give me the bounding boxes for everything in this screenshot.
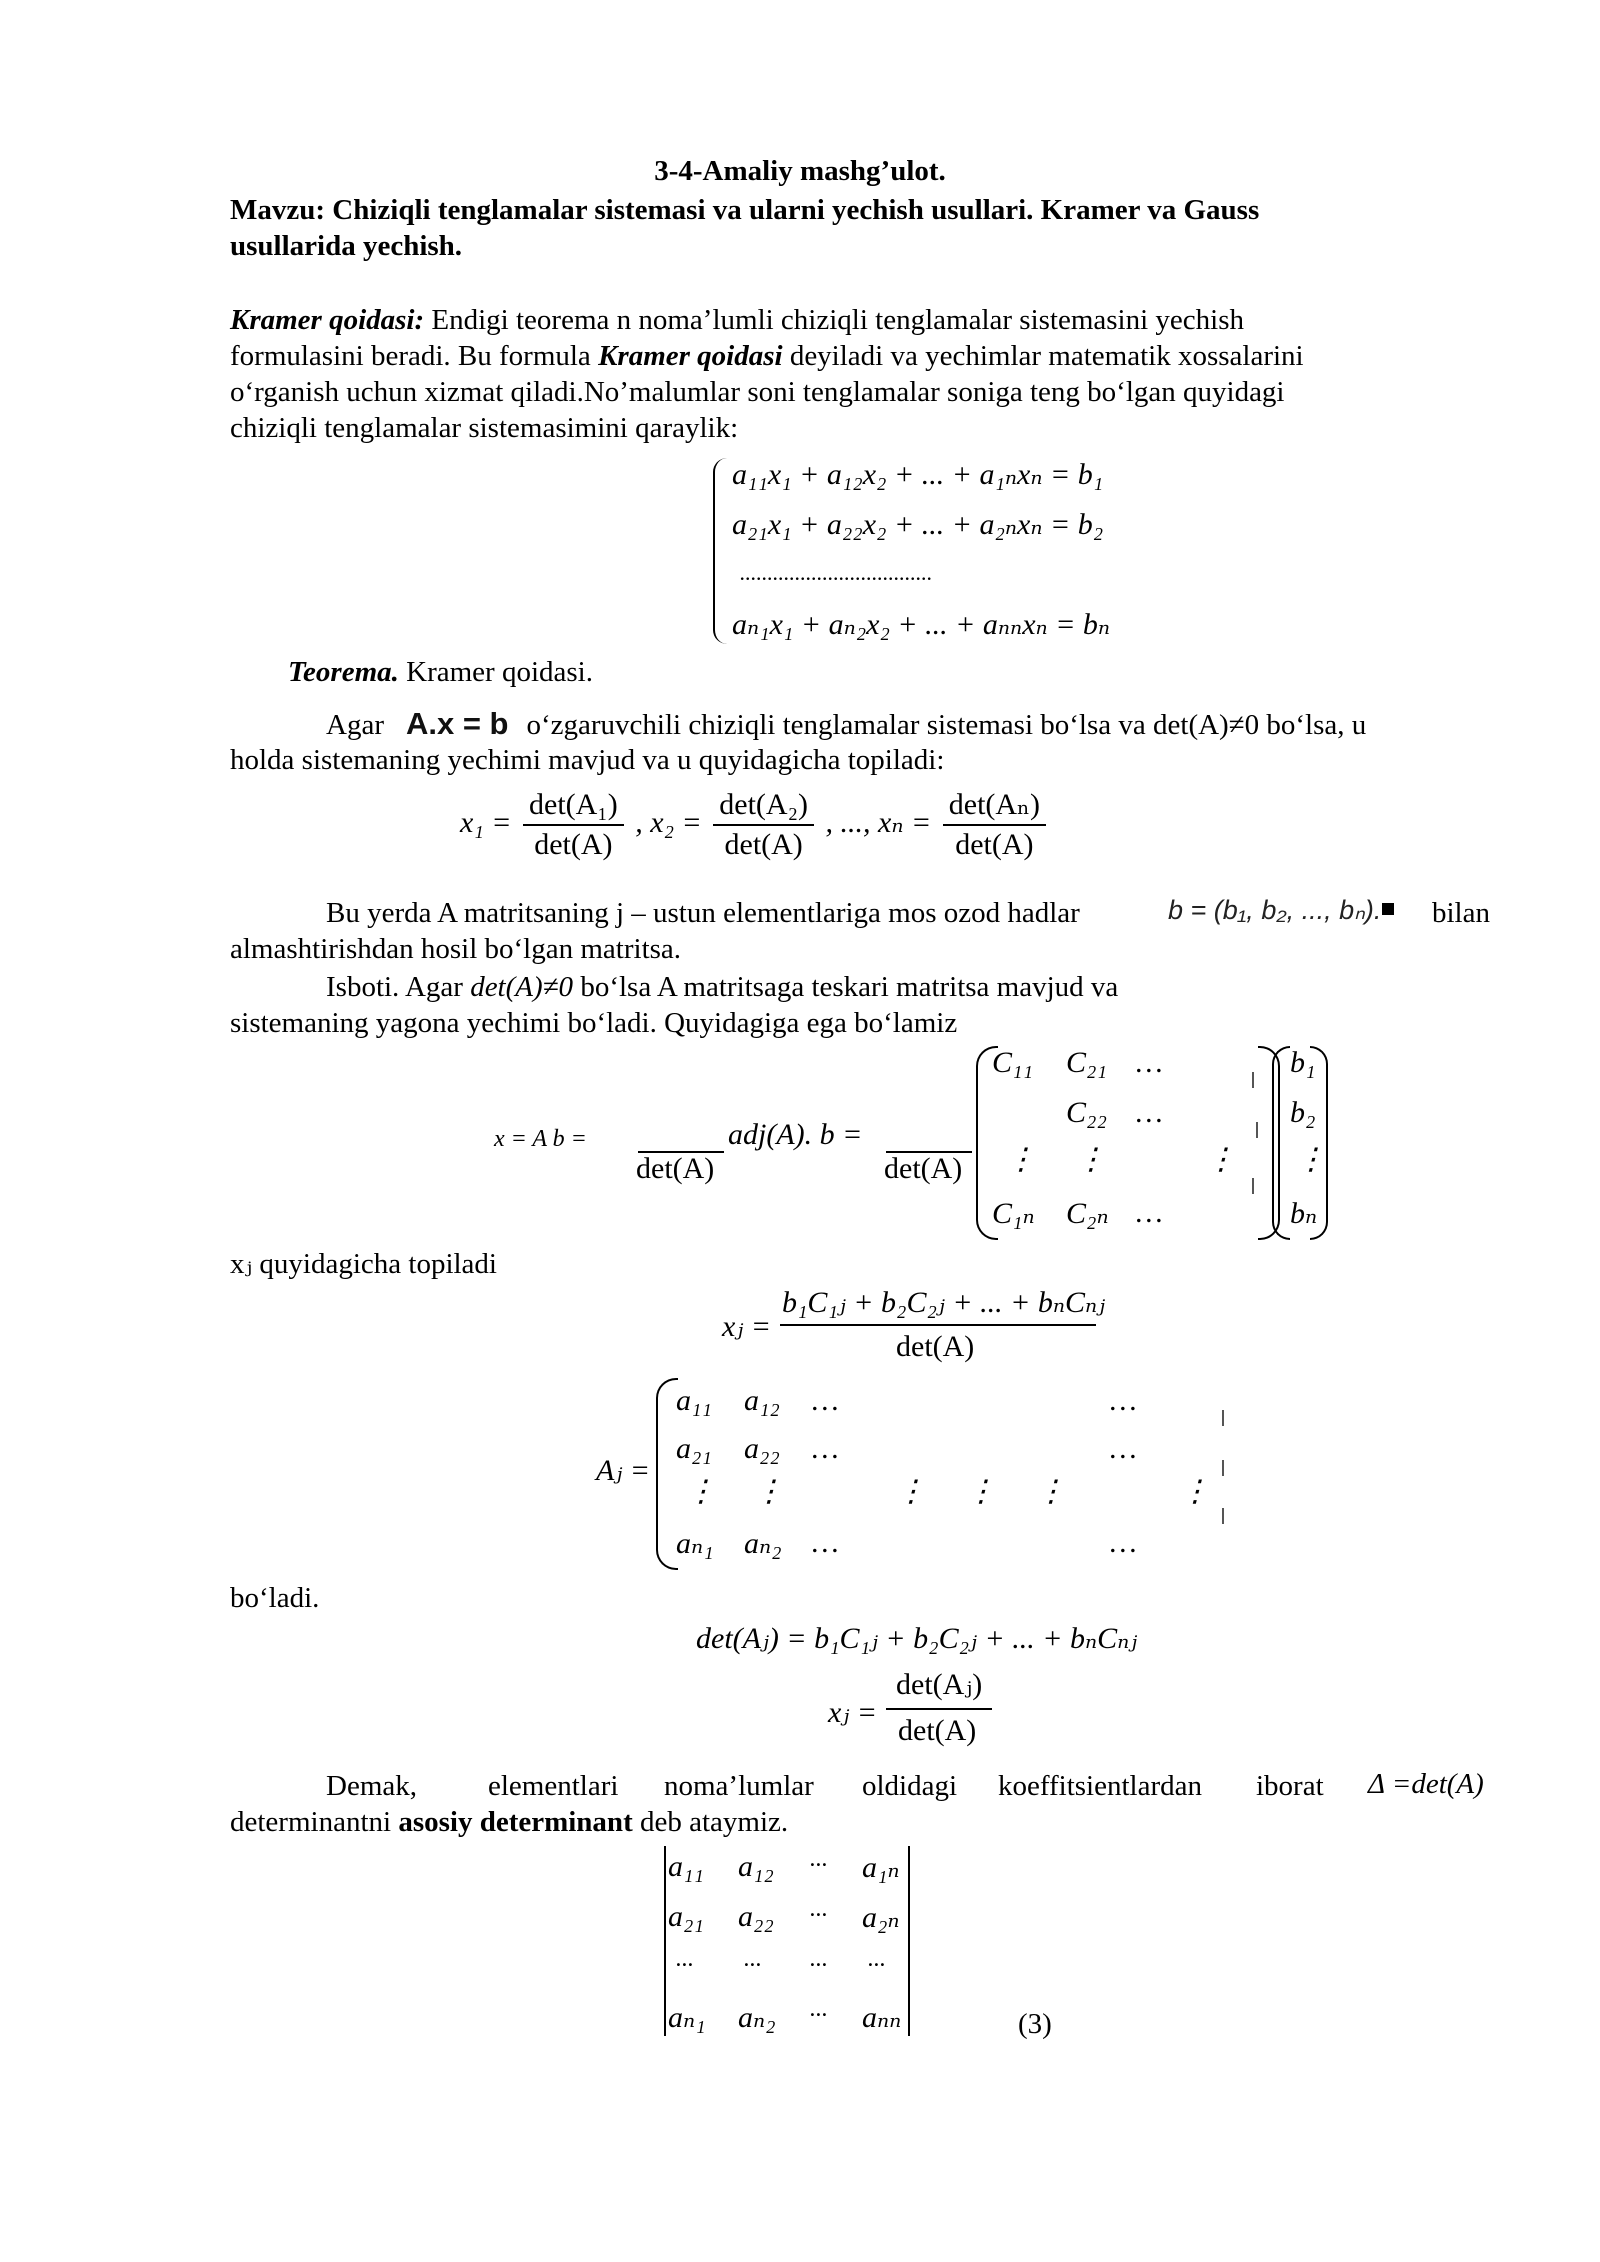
aj-paren-left	[656, 1378, 678, 1570]
cof-c21: C₂₁	[1066, 1046, 1107, 1079]
cof-vdots-3: ⋮	[1206, 1143, 1236, 1176]
xj-frac-bar	[780, 1324, 1096, 1326]
inverse-den-1: det(A)	[636, 1152, 715, 1185]
cramer-den-n: det(A)	[955, 828, 1034, 861]
para2-tail: bilan	[1432, 897, 1490, 929]
aj-lhs: Aⱼ =	[596, 1454, 650, 1487]
inverse-lhs: x = A b =	[494, 1126, 587, 1152]
det-r1-c4: a₁ₙ	[862, 1851, 900, 1884]
aj-vdots-4: ⋮	[966, 1475, 996, 1508]
para1-l2a: formulasini beradi. Bu formula	[230, 340, 599, 372]
cof-dots-n: …	[1136, 1196, 1163, 1229]
aj-vdots-3: ⋮	[896, 1475, 926, 1508]
bvec-paren-right	[1310, 1046, 1328, 1240]
page-title: 3-4-Amaliy mashg’ulot.	[654, 155, 946, 187]
xj-final-num: det(Aⱼ)	[896, 1668, 983, 1701]
xj-lhs: xⱼ =	[722, 1310, 771, 1343]
aj-an1: aₙ₁	[676, 1527, 714, 1560]
theorem-line1	[326, 706, 1366, 743]
para2-l3c: bo‘lsa A matritsaga teskari matritsa mavjud va	[573, 971, 1119, 1003]
theorem-lead: Teorema.	[288, 656, 399, 688]
bvec-vdots: ⋮	[1296, 1143, 1326, 1176]
inverse-den-2: det(A)	[884, 1152, 963, 1185]
xj-final-lhs: xⱼ =	[828, 1696, 877, 1729]
cramer-num-n: det(Aₙ)	[943, 786, 1046, 826]
boladi-text: bo‘ladi.	[230, 1582, 320, 1614]
det-r3-c4: ...	[868, 1946, 886, 1972]
det-r4-c2: aₙ₂	[738, 2001, 776, 2034]
para2-line4: sistemaning yagona yechimi bo‘ladi. Quyidagiga ega bo‘lamiz	[230, 1007, 958, 1039]
b-vector: b = (b₁, b₂, ..., bₙ).	[1168, 895, 1382, 925]
det-bar-left	[664, 1846, 666, 2036]
cof-dots-2: …	[1136, 1096, 1163, 1129]
xj-final-den: det(A)	[898, 1714, 977, 1747]
para1-line4: chiziqli tenglamalar sistemasimini qaraylik:	[230, 412, 739, 444]
aj-artifact-bar-1	[1222, 1410, 1224, 1426]
xj-numerator: b₁C₁ⱼ + b₂C₂ⱼ + ... + bₙCₙⱼ	[782, 1286, 1106, 1319]
cof-vdots-2: ⋮	[1076, 1143, 1106, 1176]
para2-line2: almashtirishdan hosil bo‘lgan matritsa.	[230, 933, 682, 965]
cof-artifact-bar-1	[1252, 1072, 1254, 1088]
para2-l3a: Isboti. Agar	[326, 971, 471, 1003]
aj-a11: a₁₁	[676, 1384, 712, 1417]
para3-w2: elementlari	[488, 1770, 619, 1802]
det-r1-c3: ...	[810, 1846, 828, 1872]
aj-dots-n: …	[812, 1526, 839, 1559]
cramer-x1: x₁ =	[460, 805, 512, 839]
cramer-x2: , x₂ =	[635, 805, 702, 839]
cramer-xn: , ..., xₙ =	[825, 805, 932, 839]
theorem-line2: holda sistemaning yechimi mavjud va u quyidagicha topiladi:	[230, 744, 945, 776]
aj-vdots-1: ⋮	[686, 1475, 716, 1508]
det-r4-c3: ...	[810, 1996, 828, 2022]
det-r2-c3: ...	[810, 1896, 828, 1922]
cof-vdots-1: ⋮	[1006, 1143, 1036, 1176]
qed-square	[1382, 903, 1394, 915]
aj-dots-2b: …	[1110, 1432, 1137, 1465]
para3-l2c: deb ataymiz.	[632, 1806, 789, 1838]
system-row-n: aₙ₁x₁ + aₙ₂x₂ + ... + aₙₙxₙ = bₙ	[732, 608, 1111, 641]
aj-an2: aₙ₂	[744, 1527, 782, 1560]
para3-line2	[230, 1804, 788, 1840]
det-r3-c3: ...	[810, 1946, 828, 1972]
xj-denominator: det(A)	[896, 1330, 975, 1363]
cramer-frac-2	[713, 786, 814, 864]
det-r3-c2: ...	[744, 1946, 762, 1972]
det-r4-c4: aₙₙ	[862, 2001, 902, 2034]
bvec-bn: bₙ	[1290, 1197, 1318, 1230]
aj-dots-1b: …	[1110, 1384, 1137, 1417]
xj-intro: xⱼ quyidagicha topiladi	[230, 1248, 497, 1280]
cramer-frac-1	[523, 786, 624, 864]
cramer-num-2: det(A₂)	[713, 786, 814, 826]
aj-vdots-5: ⋮	[1036, 1475, 1066, 1508]
system-row-2: a₂₁x₁ + a₂₂x₂ + ... + a₂ₙxₙ = b₂	[732, 508, 1104, 541]
theorem-l1: o‘zgaruvchili chiziqli tenglamalar sistemasi bo‘lsa va det(A)≠0 bo‘lsa, u	[526, 709, 1367, 741]
system-row-dots: ...................................	[740, 560, 933, 585]
aj-dots-nb: …	[1110, 1526, 1137, 1559]
inverse-adj: adj(A). b =	[728, 1118, 863, 1151]
aj-a21: a₂₁	[676, 1432, 712, 1465]
aj-artifact-bar-3	[1222, 1508, 1224, 1524]
equation-number: (3)	[1018, 2008, 1052, 2040]
theorem-name: Kramer qoidasi.	[398, 656, 593, 688]
delta-det-a: Δ =det(A)	[1368, 1768, 1484, 1800]
det-r2-c4: a₂ₙ	[862, 1901, 900, 1934]
cramer-den-1: det(A)	[534, 828, 613, 861]
cof-c2n: C₂ₙ	[1066, 1197, 1109, 1230]
det-r4-c1: aₙ₁	[668, 2001, 706, 2034]
aj-vdots-2: ⋮	[754, 1475, 784, 1508]
bvec-paren-left	[1272, 1046, 1290, 1240]
topic-line-1: Mavzu: Chiziqli tenglamalar sistemasi va ularni yechish usullari. Kramer va Gauss	[230, 194, 1260, 226]
cramer-frac-n	[943, 786, 1046, 864]
det-aj-equation: det(Aⱼ) = b₁C₁ⱼ + b₂C₂ⱼ + ... + bₙCₙⱼ	[696, 1622, 1138, 1655]
aj-dots-2: …	[812, 1432, 839, 1465]
para3-w6: iborat	[1256, 1770, 1324, 1802]
aj-a22: a₂₂	[744, 1432, 780, 1465]
para1-l2c: deyiladi va yechimlar matematik xossalarini	[782, 340, 1304, 372]
cof-dots-1: …	[1136, 1046, 1163, 1079]
para2-l1: Bu yerda A matritsaning j – ustun elementlariga mos ozod hadlar	[326, 897, 1080, 929]
theorem-agar: Agar	[326, 709, 384, 741]
para3-l2b: asosiy determinant	[398, 1806, 633, 1838]
aj-artifact-bar-2	[1222, 1460, 1224, 1476]
system-row-1: a₁₁x₁ + a₁₂x₂ + ... + a₁ₙxₙ = b₁	[732, 458, 1104, 491]
theorem-equation: A.x = b	[405, 706, 509, 741]
para3-w5: koeffitsientlardan	[998, 1770, 1203, 1802]
det-r2-c1: a₂₁	[668, 1900, 704, 1933]
para1-l2b: Kramer qoidasi	[598, 340, 783, 372]
aj-a12: a₁₂	[744, 1384, 780, 1417]
xj-final-frac-bar	[886, 1708, 992, 1710]
det-r1-c2: a₁₂	[738, 1850, 774, 1883]
theorem-heading	[288, 654, 593, 690]
bvec-b2: b₂	[1290, 1096, 1316, 1129]
cof-c11: C₁₁	[992, 1046, 1033, 1079]
det-r2-c2: a₂₂	[738, 1900, 774, 1933]
bvec-b1: b₁	[1290, 1046, 1316, 1079]
para1-l1: Endigi teorema n noma’lumli chiziqli tenglamalar sistemasini yechish	[424, 304, 1245, 336]
aj-vdots-6: ⋮	[1180, 1475, 1210, 1508]
para1-line3: o‘rganish uchun xizmat qiladi.No’malumlar soni tenglamalar soniga teng bo‘lgan quyidagi	[230, 376, 1285, 408]
cramer-num-1: det(A₁)	[523, 786, 624, 826]
para1-line1	[230, 302, 1244, 338]
topic-line-2: usullarida yechish.	[230, 230, 463, 262]
cramer-den-2: det(A)	[724, 828, 803, 861]
det-bar-right	[908, 1846, 910, 2036]
para2-l3b: det(A)≠0	[470, 971, 574, 1003]
cof-artifact-bar-3	[1252, 1178, 1254, 1194]
cof-c22: C₂₂	[1066, 1096, 1107, 1129]
cramer-formula	[460, 786, 1050, 864]
det-r1-c1: a₁₁	[668, 1850, 704, 1883]
para3-w1: Demak,	[326, 1770, 417, 1802]
para1-line2	[230, 338, 1304, 374]
para2-line1	[326, 895, 1080, 931]
kramer-lead: Kramer qoidasi:	[230, 304, 425, 336]
aj-dots-1: …	[812, 1384, 839, 1417]
para3-w3: noma’lumlar	[664, 1770, 814, 1802]
system-brace	[713, 458, 729, 644]
cof-c1n: C₁ₙ	[992, 1197, 1035, 1230]
para2-line3	[326, 969, 1118, 1005]
para3-w4: oldidagi	[862, 1770, 958, 1802]
para3-l2a: determinantni	[230, 1806, 399, 1838]
det-r3-c1: ...	[676, 1946, 694, 1972]
